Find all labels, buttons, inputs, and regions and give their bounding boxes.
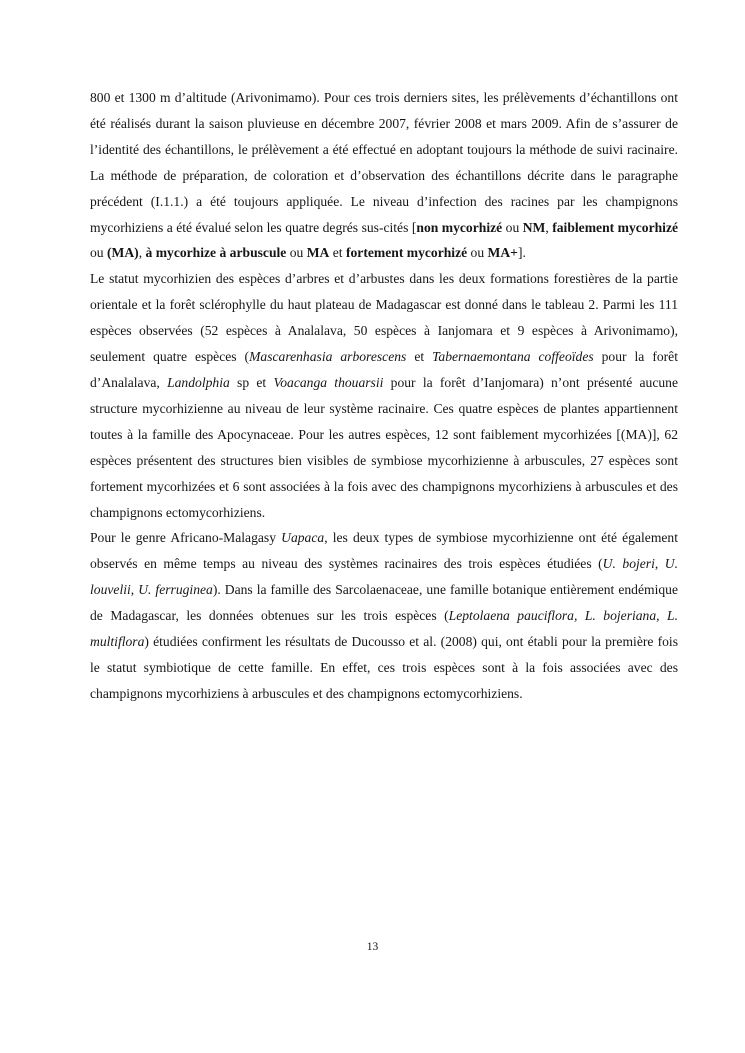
text-run: ou xyxy=(502,219,523,235)
text-run: pour la forêt d’Ianjomara) n’ont présenté aucune structure mycorhizienne au niveau de leur système racinaire. Ces quatre espèces de plantes appartiennent toutes à la famille des Apocynaceae. Pour les autres espèces, 12 sont faiblement mycorhizées [(MA)], 62 espèces présentent des structures bien visibles de symbiose mycorhizienne à arbuscules, 27 espèces sont fortement mycorhizées et 6 sont associées à la fois avec des champignons mycorhiziens à arbuscules et des champignons ectomycorhiziens. xyxy=(90,374,678,520)
text-run: Mascarenhasia arborescens xyxy=(249,349,407,365)
text-run: , xyxy=(654,556,665,572)
page-number: 13 xyxy=(366,941,379,953)
text-run: Landolphia xyxy=(167,374,230,390)
text-run: MA xyxy=(306,245,330,261)
text-run: U. bojeri xyxy=(602,556,655,572)
text-run: ) étudiées confirment les résultats de Ducousso et al. (2008) qui, ont établi pour la première fois le statut symbiotique de cette famille. En effet, ces trois espèces sont à la fois associées avec des champignons mycorhiziens à arbuscules et des champignons ectomycorhiziens. xyxy=(90,634,678,701)
text-run: , les deux types de symbiose mycorhizienne ont été également observés en même temps au niveau des systèmes racinaires des trois espèces étudiées ( xyxy=(90,530,678,572)
text-run: Tabernaemontana coffeoïdes xyxy=(432,349,594,365)
paragraph xyxy=(90,525,678,706)
text-run: , xyxy=(138,245,146,261)
text-run: ou xyxy=(467,245,488,261)
text-run: faiblement mycorhizé xyxy=(552,219,679,235)
text-run: Pour le genre Africano-Malagasy xyxy=(90,530,282,546)
text-run: , xyxy=(130,582,139,598)
text-run: MA+ xyxy=(487,245,518,261)
text-run: Le statut mycorhizien des espèces d’arbres et d’arbustes dans les deux formations forestières de la partie orientale et la forêt sclérophylle du haut plateau de Madagascar est donné dans le tableau 2. Parmi les 111 espèces observées (52 espèces à Analalava, 50 espèces à Ianjomara et 9 espèces à Arivonimamo), seulement quatre espèces ( xyxy=(90,271,678,365)
text-run: sp et xyxy=(229,374,274,390)
text-run: (MA) xyxy=(107,245,139,261)
paragraph xyxy=(90,85,678,266)
text-run: Leptolaena pauciflora, L. bojeriana, L. multiflora xyxy=(90,608,678,650)
text-run: NM xyxy=(522,219,546,235)
text-run: pour la forêt d’Analalava, xyxy=(90,349,678,390)
body-text xyxy=(90,85,678,707)
text-run: ou xyxy=(90,245,107,261)
text-run: non mycorhizé xyxy=(416,219,503,235)
text-run: à mycorhize à arbuscule xyxy=(145,245,287,261)
text-run: Voacanga thouarsii xyxy=(273,374,384,390)
text-run: et xyxy=(406,349,433,365)
text-run: U. ferruginea xyxy=(138,582,213,598)
text-run: , xyxy=(545,219,553,235)
text-run: et xyxy=(329,245,346,261)
text-run: 800 et 1300 m d’altitude (Arivonimamo). Pour ces trois derniers sites, les prélèvements d’échantillons ont été réalisés durant la saison pluvieuse en décembre 2007, février 2008 et mars 2009. Afin de s’assurer de l’identité des échantillons, le prélèvement a été effectué en adoptant toujours la méthode de suivi racinaire. La méthode de préparation, de coloration et d’observation des échantillons décrite dans le paragraphe précédent (I.1.1.) a été toujours appliquée. Le niveau d’infection des racines par les champignons mycorhiziens a été évalué selon les quatre degrés sus-cités [ xyxy=(90,90,678,235)
text-run: ]. xyxy=(517,245,526,261)
text-run: ). Dans la famille des Sarcolaenaceae, une famille botanique entièrement endémique de Madagascar, les données obtenues sur les trois espèces ( xyxy=(90,582,678,624)
text-run: ou xyxy=(286,245,307,261)
text-run: U. louvelii xyxy=(90,556,679,598)
paragraph xyxy=(90,266,678,525)
text-run: Uapaca xyxy=(281,530,325,546)
text-run: fortement mycorhizé xyxy=(345,245,468,261)
